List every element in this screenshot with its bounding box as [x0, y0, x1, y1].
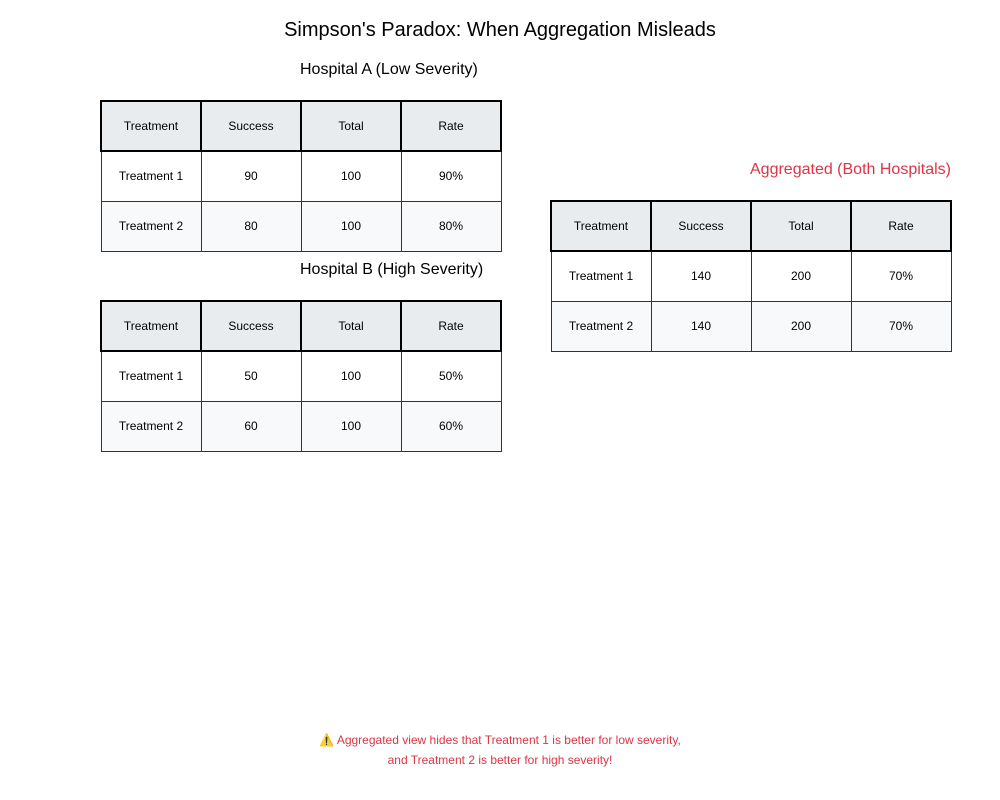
cell-treatment: Treatment 2 [551, 301, 651, 351]
cell-treatment: Treatment 1 [551, 251, 651, 301]
hospital-b-table [100, 300, 502, 452]
cell-success: 50 [201, 351, 301, 401]
table-row [101, 201, 501, 251]
column-header-treatment: Treatment [101, 101, 201, 151]
table-row [101, 401, 501, 451]
cell-success: 60 [201, 401, 301, 451]
footnote-warning-line-1: ⚠️ Aggregated view hides that Treatment 1 is better for low severity, [319, 733, 681, 747]
cell-total: 100 [301, 151, 401, 201]
hospital-a-title: Hospital A (Low Severity) [300, 61, 478, 78]
column-header-rate: Rate [401, 101, 501, 151]
table-row [551, 251, 951, 301]
page-title: Simpson's Paradox: When Aggregation Misleads [284, 19, 716, 41]
cell-rate: 80% [401, 201, 501, 251]
cell-success: 140 [651, 301, 751, 351]
hospital-a-table [100, 100, 502, 252]
column-header-total: Total [301, 101, 401, 151]
cell-total: 100 [301, 401, 401, 451]
column-header-rate: Rate [401, 301, 501, 351]
column-header-treatment: Treatment [551, 201, 651, 251]
column-header-total: Total [751, 201, 851, 251]
column-header-success: Success [651, 201, 751, 251]
table-row [551, 301, 951, 351]
cell-total: 100 [301, 351, 401, 401]
cell-rate: 60% [401, 401, 501, 451]
cell-total: 100 [301, 201, 401, 251]
cell-rate: 50% [401, 351, 501, 401]
cell-success: 80 [201, 201, 301, 251]
table-row [101, 351, 501, 401]
column-header-rate: Rate [851, 201, 951, 251]
cell-treatment: Treatment 1 [101, 151, 201, 201]
footnote-warning-line-2: and Treatment 2 is better for high severity! [387, 753, 613, 767]
cell-total: 200 [751, 251, 851, 301]
table-header-row [101, 301, 501, 351]
cell-treatment: Treatment 1 [101, 351, 201, 401]
column-header-success: Success [201, 301, 301, 351]
cell-success: 140 [651, 251, 751, 301]
cell-rate: 70% [851, 301, 951, 351]
cell-treatment: Treatment 2 [101, 401, 201, 451]
hospital-b-title: Hospital B (High Severity) [300, 261, 484, 278]
aggregated-title: Aggregated (Both Hospitals) [750, 161, 951, 178]
cell-treatment: Treatment 2 [101, 201, 201, 251]
column-header-treatment: Treatment [101, 301, 201, 351]
column-header-total: Total [301, 301, 401, 351]
aggregated-table [550, 200, 952, 352]
table-header-row [551, 201, 951, 251]
cell-total: 200 [751, 301, 851, 351]
cell-success: 90 [201, 151, 301, 201]
cell-rate: 90% [401, 151, 501, 201]
column-header-success: Success [201, 101, 301, 151]
cell-rate: 70% [851, 251, 951, 301]
table-header-row [101, 101, 501, 151]
table-row [101, 151, 501, 201]
